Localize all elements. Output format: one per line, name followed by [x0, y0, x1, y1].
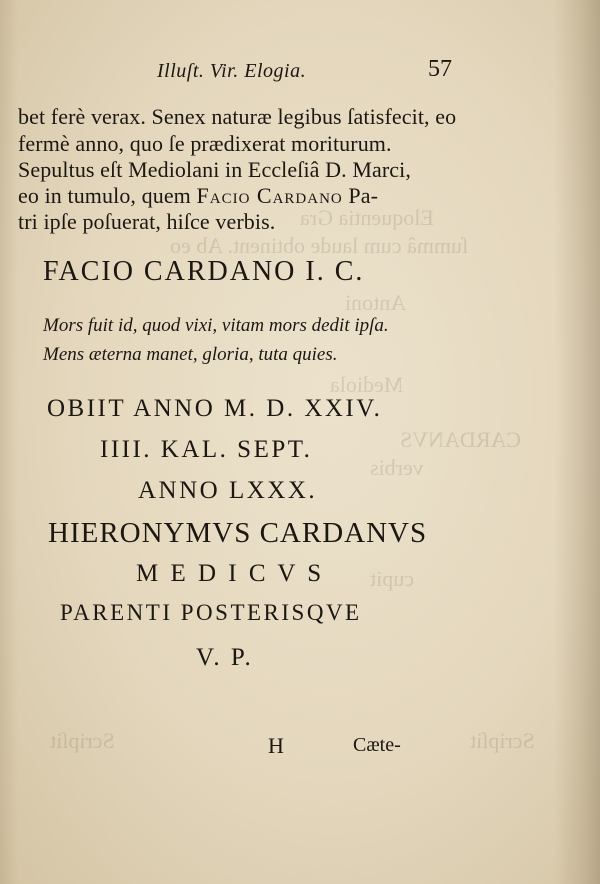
catchword: Cæte-	[353, 734, 401, 756]
verse-line: Mors fuit id, quod vixi, vitam mors dedit ipſa.	[43, 315, 389, 336]
bleed-through-texture: Antoni	[345, 290, 407, 315]
signature-mark: H	[268, 733, 284, 758]
body-line: fermè anno, quo ſe prædixerat moriturum.	[18, 131, 392, 156]
page-gutter-shadow	[0, 0, 18, 884]
bleed-through-texture: Scripſit	[470, 728, 535, 753]
body-line: tri ipſe poſuerat, hiſce verbis.	[18, 209, 276, 234]
page-number: 57	[428, 56, 452, 82]
bleed-through-texture: Scripſit	[50, 728, 115, 753]
epitaph-line: M E D I C V S	[136, 560, 325, 587]
body-line: Sepultus eſt Mediolani in Eccleſiâ D. Marci,	[18, 157, 411, 182]
epitaph-line: V. P.	[196, 644, 254, 671]
verse-line: Mens æterna manet, gloria, tuta quies.	[43, 344, 338, 365]
name-small-caps: Facio Cardano	[196, 183, 343, 208]
bleed-through-texture: CARDANVS	[400, 427, 522, 452]
bleed-through-texture: ſummâ cum laude obtinent. Ab eo	[170, 233, 469, 258]
body-line: bet ferè verax. Senex naturæ legibus ſatisfecit, eo	[18, 104, 457, 129]
bleed-through-texture: verbis	[370, 455, 424, 480]
body-text: Pa-	[348, 183, 379, 208]
epitaph-heading: FACIO CARDANO I. C.	[43, 256, 365, 287]
page-edge-shadow	[554, 0, 600, 884]
epitaph-line: OBIIT ANNO M. D. XXIV.	[47, 395, 383, 422]
epitaph-line: PARENTI POSTERISQVE	[60, 600, 362, 625]
body-line	[18, 183, 378, 209]
running-title: Illuſt. Vir. Elogia.	[157, 60, 307, 82]
epitaph-line: ANNO LXXX.	[138, 477, 318, 504]
body-text: eo in tumulo, quem	[18, 183, 191, 208]
epitaph-line: IIII. KAL. SEPT.	[100, 436, 313, 463]
bleed-through-texture: cupit	[370, 566, 414, 591]
bleed-through-texture: Eloquentia Gra	[300, 205, 434, 230]
bleed-through-texture: Mediola	[330, 372, 404, 397]
epitaph-name: HIERONYMVS CARDANVS	[48, 517, 428, 549]
